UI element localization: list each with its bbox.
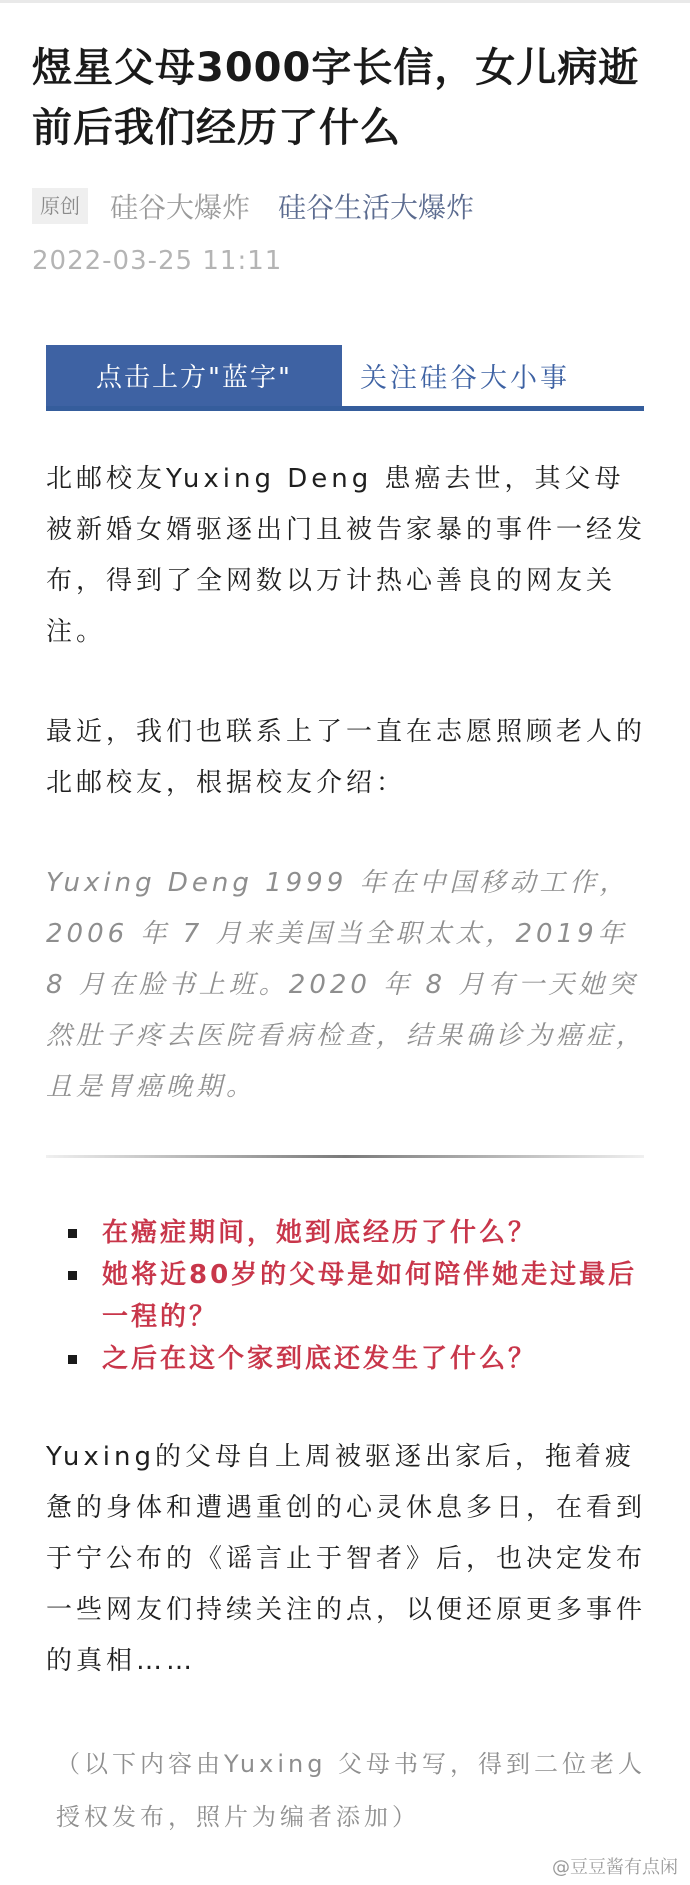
- bullet-icon: [68, 1355, 77, 1364]
- follow-label[interactable]: 关注硅谷大小事: [360, 363, 570, 394]
- list-item: [46, 1254, 666, 1338]
- publish-date: 2022-03-25 11:11: [32, 246, 283, 276]
- article-title: 煜星父母3000字长信，女儿病逝前后我们经历了什么: [32, 45, 640, 151]
- list-item: [46, 1338, 666, 1380]
- watermark: @豆豆酱有点闲: [552, 1857, 678, 1878]
- question-text: 在癌症期间，她到底经历了什么？: [102, 1218, 538, 1248]
- article-meta: [32, 186, 474, 226]
- list-item: [46, 1212, 666, 1254]
- follow-prompt[interactable]: 点击上方"蓝字": [46, 345, 342, 406]
- editor-note: （以下内容由Yuxing 父母书写，得到二位老人授权发布，照片为编者添加）: [56, 1750, 647, 1831]
- bullet-icon: [68, 1271, 77, 1280]
- question-text: 她将近80岁的父母是如何陪伴她走过最后一程的？: [102, 1260, 638, 1332]
- question-text: 之后在这个家到底还发生了什么？: [102, 1344, 538, 1374]
- paragraph-parents: Yuxing的父母自上周被驱逐出家后，拖着疲惫的身体和遭遇重创的心灵休息多日，在看到于宁公布的《谣言止于智者》后，也决定发布一些网友们持续关注的点，以便还原更多事件的真相……: [46, 1442, 647, 1676]
- question-list: [46, 1212, 666, 1380]
- paragraph-contact: 最近，我们也联系上了一直在志愿照顾老人的北邮校友，根据校友介绍：: [46, 717, 647, 798]
- paragraph-intro: 北邮校友Yuxing Deng 患癌去世，其父母被新婚女婿驱逐出门且被告家暴的事件一经发布，得到了全网数以万计热心善良的网友关注。: [46, 464, 647, 647]
- section-divider: [46, 1155, 644, 1158]
- author-name: 硅谷大爆炸: [110, 191, 251, 224]
- bullet-icon: [68, 1229, 77, 1238]
- quote-block: Yuxing Deng 1999 年在中国移动工作，2006 年 7 月来美国当全职太太，2019年 8 月在脸书上班。2020 年 8 月有一天她突然肚子疼去医院看病检查，结果确诊为癌症，且是胃癌晚期。: [46, 868, 647, 1102]
- follow-banner[interactable]: [46, 345, 644, 411]
- top-divider: [0, 0, 690, 3]
- original-badge: 原创: [32, 188, 88, 224]
- account-link[interactable]: 硅谷生活大爆炸: [278, 191, 475, 224]
